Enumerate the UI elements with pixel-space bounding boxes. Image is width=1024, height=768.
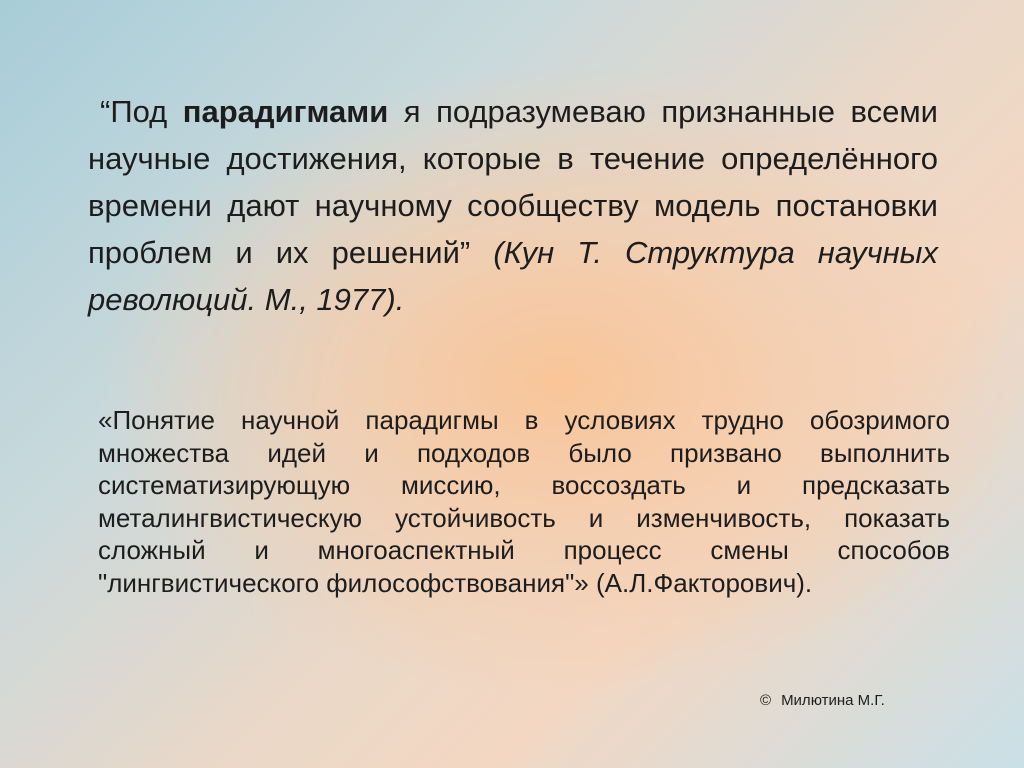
faktorovich-quote: «Понятие научной парадигмы в условиях трудно обозримого множества идей и подходов было призвано выполнить систематизирующую миссию, воссоздать и предсказать металингвистическую устойчивость и изменчивость, показать сложный и многоаспектный процесс смены способов "лингвистического философствования"» (А.Л.Факторович). [98,405,950,598]
author-name: Милютина М.Г. [781,692,885,709]
kuhn-quote-intro: “Под [100,94,183,129]
kuhn-quote-keyword: парадигмами [182,94,389,129]
kuhn-quote-body: я подразумеваю признанные всеми научные достижения, которые в течение определённого времени дают научному сообществу модель постановки проблем и их решений” [88,94,938,270]
copyright-icon: © [760,692,772,709]
kuhn-quote-citation: (Кун Т. Структура научных революций. М., 1977). [88,235,938,317]
copyright-footer [760,692,885,709]
kuhn-quote [88,88,938,323]
